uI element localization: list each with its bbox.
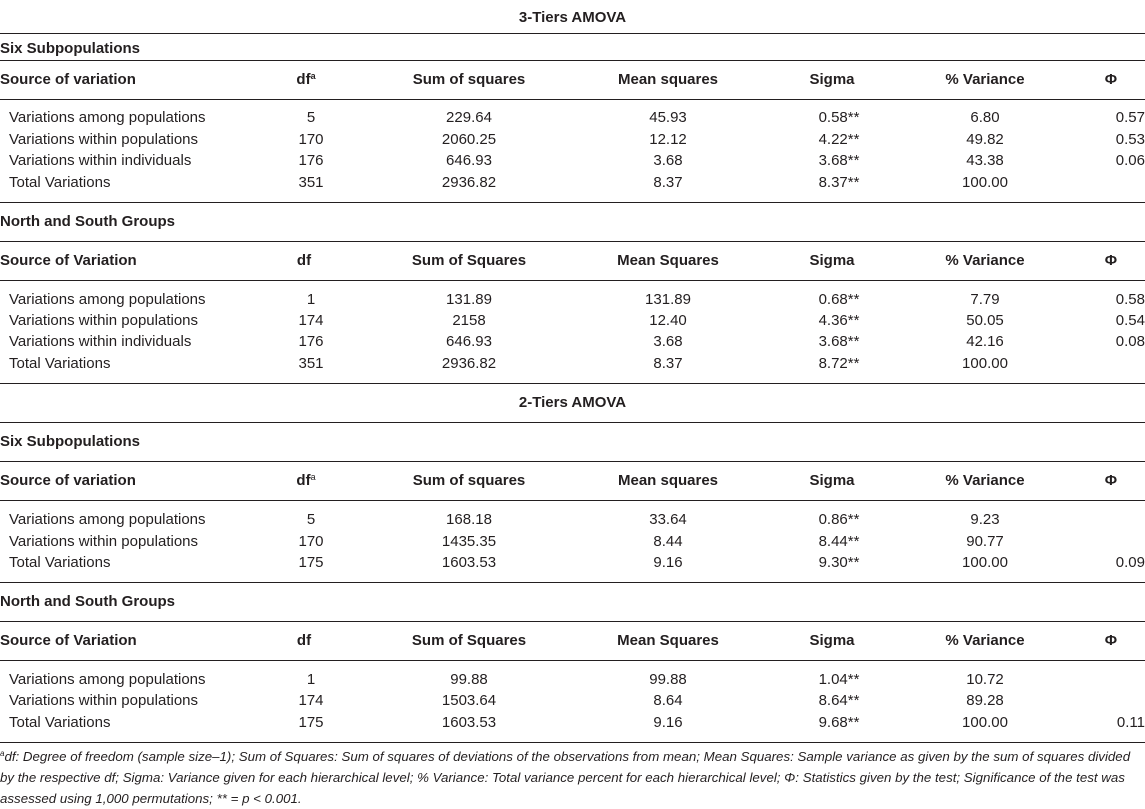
col-phi: Φ [1104,252,1117,269]
cell-pct: 100.00 [962,714,1008,731]
cell-ms: 8.44 [653,533,683,550]
rule [0,500,1145,501]
table-row [0,670,1145,690]
col-sigma: Sigma [809,252,855,269]
cell-source: Variations among populations [9,291,206,308]
cell-ss: 1503.64 [441,692,497,709]
cell-sigma: 0.68** [818,291,860,308]
col-source: Source of Variation [0,252,137,269]
cell-df: 174 [298,692,324,709]
col-mean-squares: Mean Squares [617,252,719,269]
table-row [0,130,1145,150]
table-row [0,108,1145,128]
cell-pct: 9.23 [970,511,1000,528]
col-sum-squares: Sum of squares [412,71,526,88]
cell-sigma: 8.64** [818,692,860,709]
cell-ss: 1435.35 [441,533,497,550]
df-footnote-mark: a [310,71,316,81]
cell-source: Variations within populations [9,533,199,550]
cell-ss: 2936.82 [441,355,497,372]
cell-ms: 12.12 [649,131,687,148]
cell-sigma: 4.36** [818,312,860,329]
cell-pct: 90.77 [966,533,1004,550]
cell-sigma: 0.86** [818,511,860,528]
cell-pct: 43.38 [966,152,1004,169]
cell-ms: 12.40 [649,312,687,329]
tier2-title: 2-Tiers AMOVA [518,394,627,411]
table-footnote [0,746,1145,809]
cell-df: 351 [298,355,324,372]
tier3-six-title: Six Subpopulations [0,40,141,57]
cell-ss: 1603.53 [441,554,497,571]
table-row [0,332,1145,352]
cell-sigma: 9.68** [818,714,860,731]
table-row [0,151,1145,171]
cell-phi: 0.06 [1115,152,1145,169]
col-pct-variance: % Variance [945,472,1025,489]
table-row [0,173,1145,193]
cell-sigma: 8.37** [818,174,860,191]
cell-ms: 33.64 [649,511,687,528]
col-source: Source of variation [0,472,136,489]
rule [0,202,1145,203]
cell-df: 175 [298,714,324,731]
col-sigma: Sigma [809,71,855,88]
table-row [0,553,1145,573]
cell-sigma: 8.72** [818,355,860,372]
cell-phi: 0.53 [1115,131,1145,148]
cell-ms: 131.89 [645,291,691,308]
cell-source: Variations within populations [9,692,199,709]
cell-phi: 0.09 [1115,554,1145,571]
rule [0,582,1145,583]
cell-source: Variations among populations [9,671,206,688]
table-row [0,510,1145,530]
cell-pct: 89.28 [966,692,1004,709]
tier3-ns-header-row [0,251,1145,271]
col-sigma: Sigma [809,632,855,649]
cell-pct: 100.00 [962,554,1008,571]
rule [0,461,1145,462]
cell-ms: 3.68 [653,152,683,169]
cell-pct: 6.80 [970,109,1000,126]
cell-ss: 646.93 [446,333,492,350]
cell-sigma: 9.30** [818,554,860,571]
cell-ms: 8.37 [653,355,683,372]
col-pct-variance: % Variance [945,252,1025,269]
cell-ss: 2060.25 [441,131,497,148]
cell-sigma: 3.68** [818,152,860,169]
cell-ms: 9.16 [653,554,683,571]
col-df: df [296,252,312,269]
table-row [0,290,1145,310]
cell-source: Total Variations [9,174,111,191]
cell-source: Total Variations [9,554,111,571]
rule [0,241,1145,242]
col-mean-squares: Mean Squares [617,632,719,649]
cell-sigma: 0.58** [818,109,860,126]
cell-phi: 0.11 [1116,714,1145,731]
cell-sigma: 8.44** [818,533,860,550]
cell-ss: 2158 [452,312,486,329]
cell-df: 351 [298,174,324,191]
col-source: Source of Variation [0,632,137,649]
cell-df: 1 [306,671,316,688]
tier2-ns-title: North and South Groups [0,593,175,610]
rule [0,422,1145,423]
rule [0,660,1145,661]
cell-sigma: 4.22** [818,131,860,148]
cell-source: Variations within populations [9,312,199,329]
tier3-ns-title: North and South Groups [0,213,175,230]
cell-df: 5 [306,511,316,528]
cell-ss: 2936.82 [441,174,497,191]
tier2-six-title: Six Subpopulations [0,433,141,450]
cell-phi: 0.54 [1115,312,1145,329]
col-phi: Φ [1104,632,1117,649]
cell-source: Variations within individuals [9,152,192,169]
tier2-ns-header-row [0,631,1145,651]
rule [0,280,1145,281]
col-df-label: df [296,71,311,88]
table-row [0,691,1145,711]
cell-ss: 229.64 [446,109,492,126]
col-phi: Φ [1104,472,1117,489]
cell-pct: 7.79 [970,291,1000,308]
cell-sigma: 1.04** [818,671,860,688]
cell-source: Total Variations [9,714,111,731]
footnote-text: df: Degree of freedom (sample size–1); Sum of Squares: Sum of squares of deviations of the observations from mean; Mean Squares: Sample variance as given by the sum of squares divided by the respective df; Sigma: Variance given for each hierarchical level; % Variance: Total variance percent for each hierarchical level; Φ: Statistics given by the test; Significance of the test was assessed using 1,000 permutations; ** = p < 0.001. [0,749,1131,806]
tier3-six-header-row [0,70,1145,90]
cell-ms: 9.16 [653,714,683,731]
df-footnote-mark: a [310,472,316,482]
cell-df: 170 [298,533,324,550]
cell-ms: 3.68 [653,333,683,350]
col-df-label: df [296,472,311,489]
rule [0,99,1145,100]
cell-df: 170 [298,131,324,148]
cell-ss: 168.18 [446,511,492,528]
rule [0,742,1145,743]
cell-ms: 8.64 [653,692,683,709]
cell-ss: 1603.53 [441,714,497,731]
cell-phi: 0.08 [1115,333,1145,350]
cell-pct: 100.00 [962,355,1008,372]
rule [0,60,1145,61]
cell-ss: 646.93 [446,152,492,169]
cell-source: Variations among populations [9,511,206,528]
col-pct-variance: % Variance [945,71,1025,88]
col-df [296,70,315,90]
cell-sigma: 3.68** [818,333,860,350]
footnote-mark: a [0,749,5,758]
cell-pct: 50.05 [966,312,1004,329]
col-mean-squares: Mean squares [617,472,719,489]
tier2-six-header-row [0,471,1145,491]
cell-ms: 8.37 [653,174,683,191]
col-mean-squares: Mean squares [617,71,719,88]
col-sum-squares: Sum of squares [412,472,526,489]
cell-ss: 131.89 [446,291,492,308]
cell-source: Variations among populations [9,109,206,126]
cell-df: 174 [298,312,324,329]
rule [0,33,1145,34]
table-row [0,713,1145,733]
rule [0,621,1145,622]
cell-source: Variations within individuals [9,333,192,350]
col-pct-variance: % Variance [945,632,1025,649]
cell-phi: 0.57 [1115,109,1145,126]
cell-df: 176 [298,152,324,169]
table-row [0,311,1145,331]
cell-source: Variations within populations [9,131,199,148]
cell-df: 5 [306,109,316,126]
table-row [0,532,1145,552]
col-sigma: Sigma [809,472,855,489]
col-sum-squares: Sum of Squares [411,252,527,269]
cell-pct: 49.82 [966,131,1004,148]
cell-df: 175 [298,554,324,571]
col-df: df [296,632,312,649]
col-sum-squares: Sum of Squares [411,632,527,649]
cell-ms: 99.88 [649,671,687,688]
cell-phi: 0.58 [1115,291,1145,308]
cell-df: 176 [298,333,324,350]
cell-pct: 10.72 [966,671,1004,688]
table-row [0,354,1145,374]
col-phi: Φ [1104,71,1117,88]
cell-source: Total Variations [9,355,111,372]
col-source: Source of variation [0,71,136,88]
cell-ms: 45.93 [649,109,687,126]
cell-pct: 42.16 [966,333,1004,350]
rule [0,383,1145,384]
cell-df: 1 [306,291,316,308]
col-df [296,471,315,491]
tier3-title: 3-Tiers AMOVA [518,9,627,26]
cell-pct: 100.00 [962,174,1008,191]
cell-ss: 99.88 [450,671,488,688]
